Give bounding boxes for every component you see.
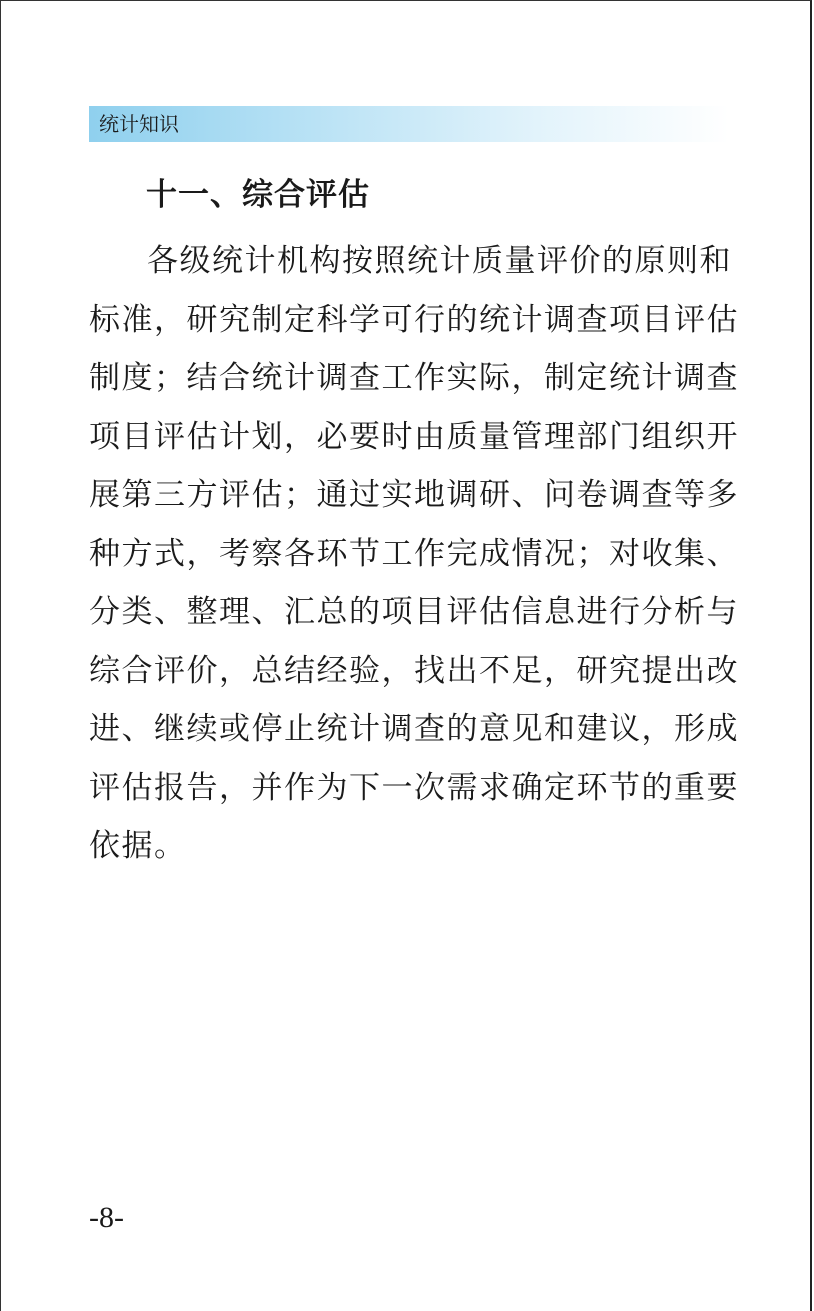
body-paragraph xyxy=(89,232,739,876)
paragraph-line: 项目评估计划，必要时由质量管理部门组织开 xyxy=(89,418,739,455)
section-heading: 十一、综合评估 xyxy=(146,177,370,213)
paragraph-line: 进、继续或停止统计调查的意见和建议，形成 xyxy=(89,711,739,747)
paragraph-line: 制度；结合统计调查工作实际，制定统计调查 xyxy=(89,360,739,396)
paragraph-line: 展第三方评估；通过实地调研、问卷调查等多 xyxy=(89,477,739,513)
paragraph-line: 评估报告，并作为下一次需求确定环节的重要 xyxy=(89,769,739,806)
page-number: -8- xyxy=(89,1201,124,1234)
paragraph-line: 综合评价，总结经验，找出不足，研究提出改 xyxy=(89,652,739,689)
paragraph-line: 种方式，考察各环节工作完成情况；对收集、 xyxy=(89,535,739,572)
section-tag: 统计知识 xyxy=(89,106,729,142)
paragraph-line: 依据。 xyxy=(89,828,187,864)
paragraph-line: 标准，研究制定科学可行的统计调查项目评估 xyxy=(89,301,739,338)
paragraph-line: 各级统计机构按照统计质量评价的原则和 xyxy=(147,243,732,279)
paragraph-line: 分类、整理、汇总的项目评估信息进行分析与 xyxy=(89,594,739,630)
